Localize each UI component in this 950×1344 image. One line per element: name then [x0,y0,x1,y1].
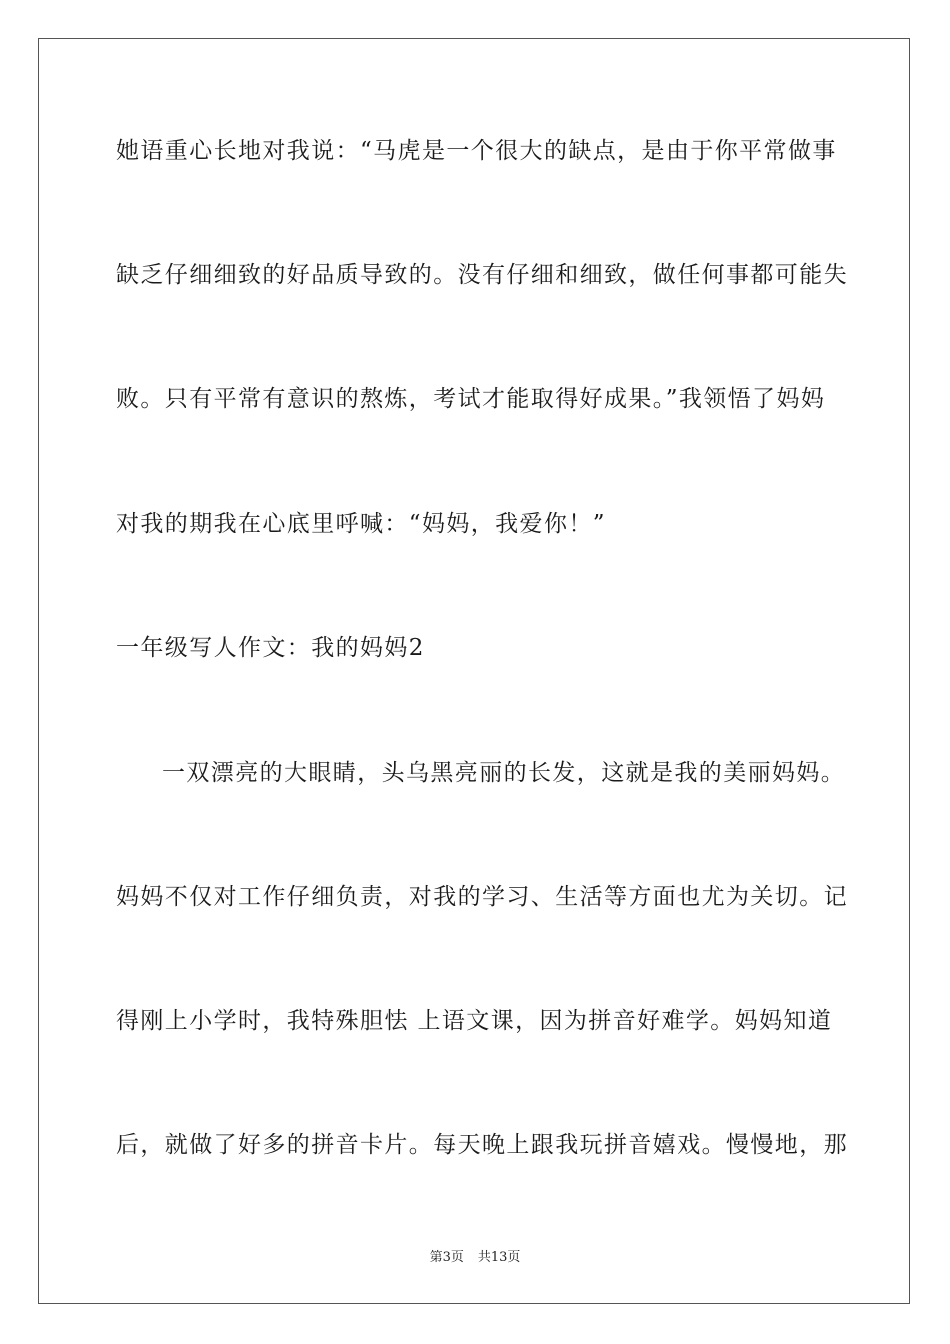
section-heading: 一年级写人作文：我的妈妈2 [116,635,425,661]
page-number: 第3页 [429,1250,464,1265]
page-total: 共13页 [477,1250,521,1265]
body-line-3: 败。只有平常有意识的熬炼，考试才能取得好成果。”我领悟了妈妈 [116,386,826,412]
body-line-4: 对我的期我在心底里呼喊：“妈妈，我爱你！” [116,511,606,537]
body-line-1: 她语重心长地对我说：“马虎是一个很大的缺点，是由于你平常做事 [116,138,837,164]
body-line-8: 得刚上小学时，我特殊胆怯 上语文课，因为拼音好难学。妈妈知道 [116,1008,833,1034]
page-footer [0,1246,950,1265]
body-line-9: 后，就做了好多的拼音卡片。每天晚上跟我玩拼音嬉戏。慢慢地，那 [116,1132,848,1158]
page-border [38,38,910,1304]
body-line-6: 一双漂亮的大眼睛，头乌黑亮丽的长发，这就是我的美丽妈妈。 [162,760,846,786]
body-line-2: 缺乏仔细细致的好品质导致的。没有仔细和细致，做任何事都可能失 [116,262,848,288]
body-line-7: 妈妈不仅对工作仔细负责，对我的学习、生活等方面也尤为关切。记 [116,884,848,910]
